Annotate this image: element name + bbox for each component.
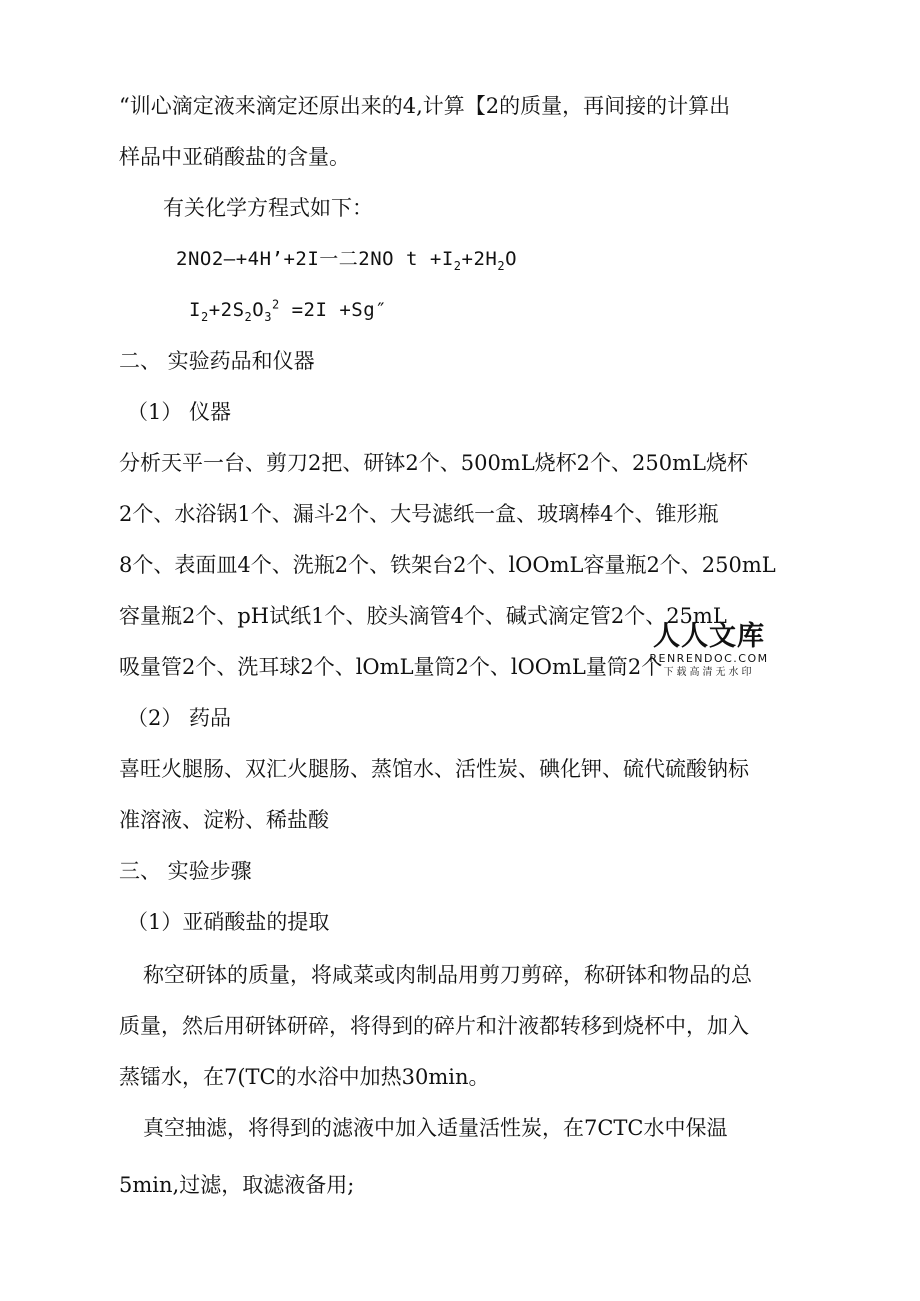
subsection-heading: （1） 仪器 [127, 400, 232, 424]
section-heading: 三、 实验步骤 [119, 859, 252, 883]
subsection-heading: （2） 药品 [127, 706, 232, 730]
equation-text: I [189, 299, 201, 321]
watermark-title: 人人文库 [653, 621, 765, 652]
paragraph-line: 有关化学方程式如下： [163, 196, 373, 220]
equation-text: O [252, 299, 265, 321]
equation-superscript: 2 [271, 297, 280, 312]
paragraph-line: 喜旺火腿肠、双汇火腿肠、蒸馆水、活性炭、碘化钾、硫代硫酸钠标 [119, 757, 749, 781]
equation-subscript: 2 [497, 258, 506, 273]
paragraph-line: 8个、表面皿4个、洗瓶2个、铁架台2个、lOOmL容量瓶2个、250mL [119, 553, 776, 577]
equation-subscript: 3 [264, 309, 272, 324]
equation-text: +2S [208, 299, 245, 321]
paragraph-line: 蒸镭水，在7(TC的水浴中加热30min。 [119, 1065, 490, 1089]
equation-subscript: 2 [200, 309, 209, 324]
section-heading: 二、 实验药品和仪器 [119, 349, 315, 373]
equation-2 [189, 297, 387, 323]
paragraph-line: 吸量管2个、洗耳球2个、lOmL量筒2个、lOOmL量筒2个 [119, 655, 663, 679]
paragraph-line: 准溶液、淀粉、稀盐酸 [119, 808, 329, 832]
paragraph-line: 分析天平一台、剪刀2把、研钵2个、500mL烧杯2个、250mL烧杯 [119, 451, 748, 475]
watermark-logo [644, 622, 774, 679]
subsection-heading: （1）亚硝酸盐的提取 [127, 910, 330, 934]
paragraph-line: “训心滴定液来滴定还原出来的4,计算【2的质量，再间接的计算出 [119, 94, 731, 118]
paragraph-line: 称空研钵的质量，将咸菜或肉制品用剪刀剪碎，称研钵和物品的总 [143, 963, 752, 987]
paragraph-line: 质量，然后用研钵研碎，将得到的碎片和汁液都转移到烧杯中，加入 [119, 1014, 749, 1038]
equation-text: O [505, 248, 518, 270]
equation-subscript: 2 [453, 258, 462, 273]
equation-1 [176, 246, 517, 272]
watermark-url: RENRENDOC.COM [649, 652, 769, 665]
equation-subscript: 2 [244, 309, 253, 324]
equation-text: =2I +Sg″ [279, 299, 388, 321]
watermark-subtitle: 下载高清无水印 [663, 667, 755, 678]
equation-text: +2H [461, 248, 498, 270]
equation-text: 2NO2—+4H’+2I一二2NO t +I [176, 248, 454, 270]
paragraph-line: 容量瓶2个、pH试纸1个、胶头滴管4个、碱式滴定管2个、25mL [119, 604, 727, 628]
paragraph-line: 2个、水浴锅1个、漏斗2个、大号滤纸一盒、玻璃棒4个、锥形瓶 [119, 502, 719, 526]
paragraph-line: 样品中亚硝酸盐的含量。 [119, 145, 350, 169]
paragraph-line: 真空抽滤，将得到的滤液中加入适量活性炭，在7CTC水中保温 [143, 1116, 728, 1140]
paragraph-line: 5min,过滤，取滤液备用; [119, 1173, 355, 1197]
